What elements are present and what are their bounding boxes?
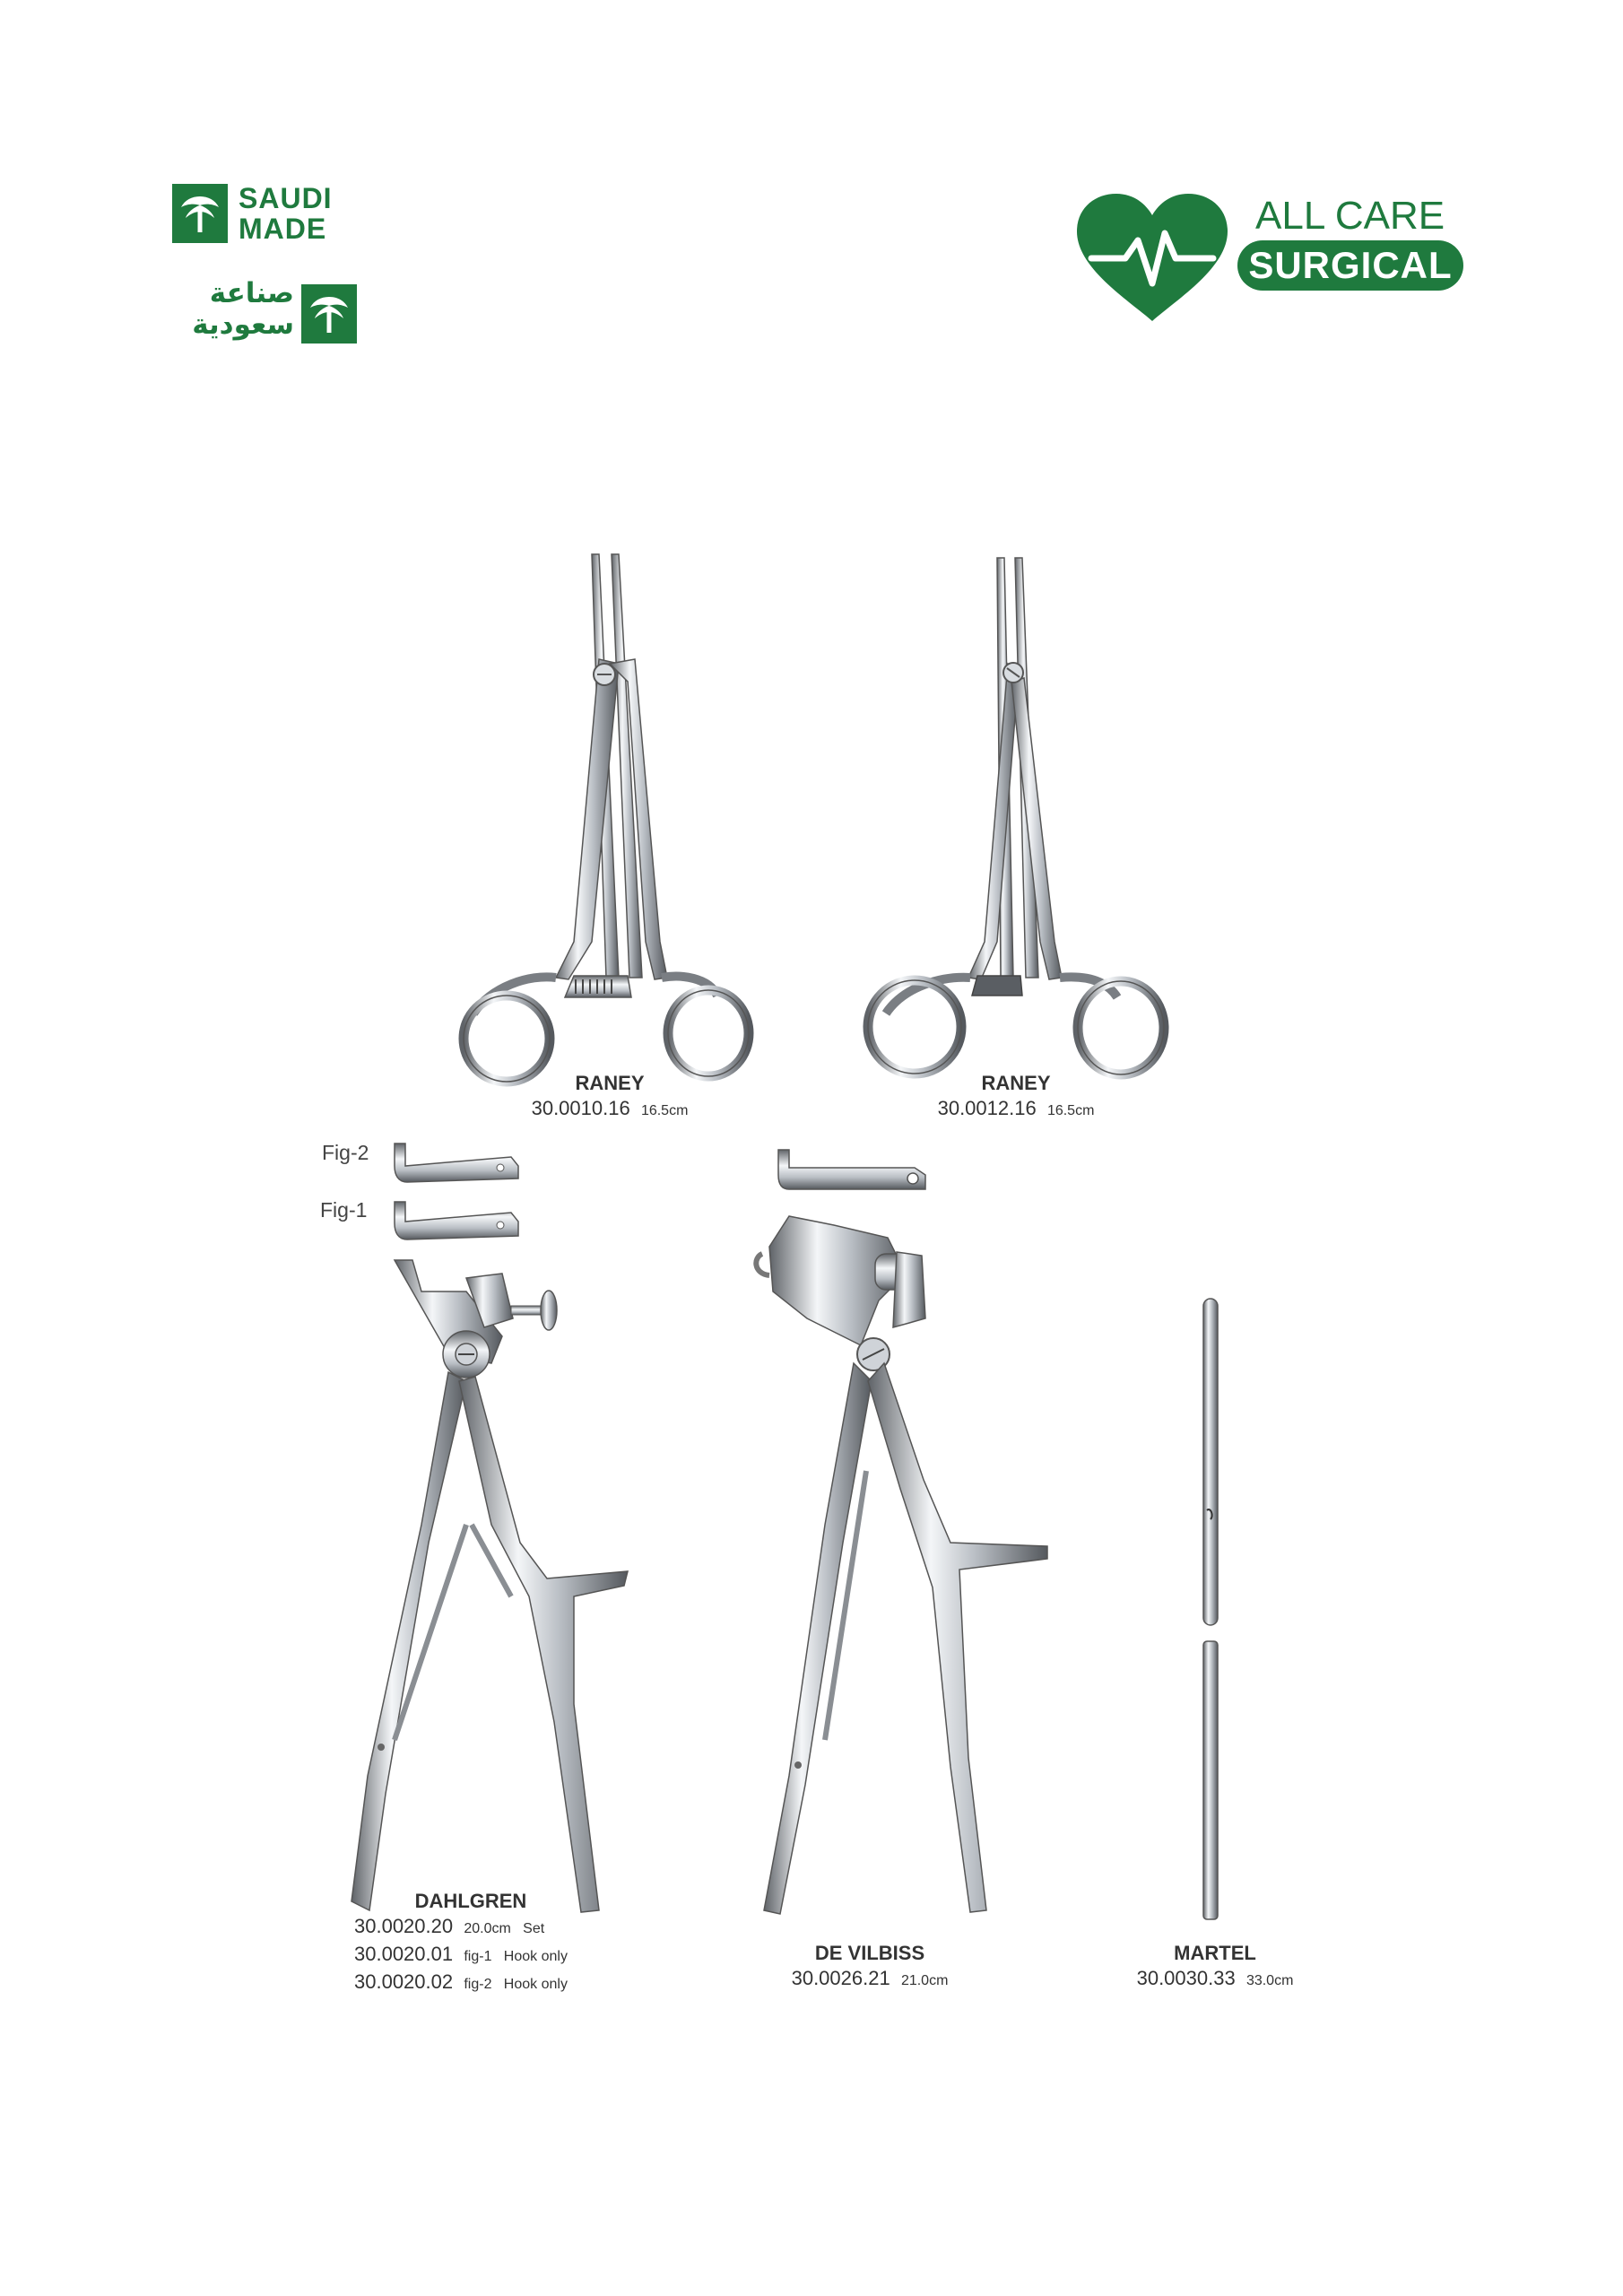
product-info: 20.0cm Set: [464, 1921, 545, 1936]
product-info: 33.0cm: [1245, 1973, 1294, 1988]
caption-de-vilbiss: [780, 1941, 959, 1994]
product-line: [1125, 1966, 1305, 1994]
caption-raney-1: [520, 1071, 699, 1124]
product-name: RANEY: [981, 1072, 1051, 1094]
martel-instrument-image: [1203, 1299, 1218, 1919]
product-name: RANEY: [575, 1072, 645, 1094]
product-line: [354, 1970, 587, 1997]
product-name: MARTEL: [1174, 1942, 1256, 1964]
caption-martel: [1125, 1941, 1305, 1994]
caption-dahlgren: [354, 1889, 587, 1997]
product-line: [354, 1914, 587, 1942]
product-code: 30.0020.01: [354, 1943, 454, 1965]
product-name: DAHLGREN: [414, 1890, 527, 1912]
arabic-line-2: سعودية: [192, 309, 294, 341]
product-info: 16.5cm: [1046, 1103, 1095, 1118]
raney-forceps-1-image: [464, 554, 749, 1082]
all-care-label: ALL CARE: [1255, 194, 1445, 238]
product-code: 30.0020.20: [354, 1915, 454, 1937]
product-info: 21.0cm: [900, 1973, 949, 1988]
product-line: [520, 1096, 699, 1124]
fig-1-hook-image: [395, 1202, 518, 1239]
caption-raney-2: [926, 1071, 1106, 1124]
product-code: 30.0026.21: [791, 1967, 890, 1989]
fig-1-label: Fig-1: [320, 1198, 368, 1222]
product-code: 30.0030.33: [1136, 1967, 1236, 1989]
fig-2-label: Fig-2: [322, 1141, 369, 1164]
de-vilbiss-hook-image: [778, 1150, 925, 1189]
made-label: MADE: [239, 213, 327, 245]
fig-2-hook-image: [395, 1144, 518, 1182]
product-info: fig-2 Hook only: [464, 1977, 568, 1992]
product-line: [926, 1096, 1106, 1124]
product-line: [354, 1942, 587, 1970]
product-name: DE VILBISS: [814, 1942, 925, 1964]
arabic-line-1: صناعة: [209, 277, 294, 309]
product-code: 30.0012.16: [937, 1097, 1037, 1119]
saudi-label: SAUDI: [239, 182, 333, 214]
product-info: fig-1 Hook only: [464, 1949, 568, 1964]
product-code: 30.0020.02: [354, 1970, 454, 1993]
de-vilbiss-rongeur-image: [756, 1216, 1047, 1914]
surgical-label: SURGICAL: [1237, 240, 1463, 291]
dahlgren-rongeur-image: [352, 1260, 628, 1912]
product-code: 30.0010.16: [531, 1097, 630, 1119]
product-line: [780, 1966, 959, 1994]
raney-forceps-2-image: [868, 558, 1164, 1074]
product-info: 16.5cm: [640, 1103, 689, 1118]
